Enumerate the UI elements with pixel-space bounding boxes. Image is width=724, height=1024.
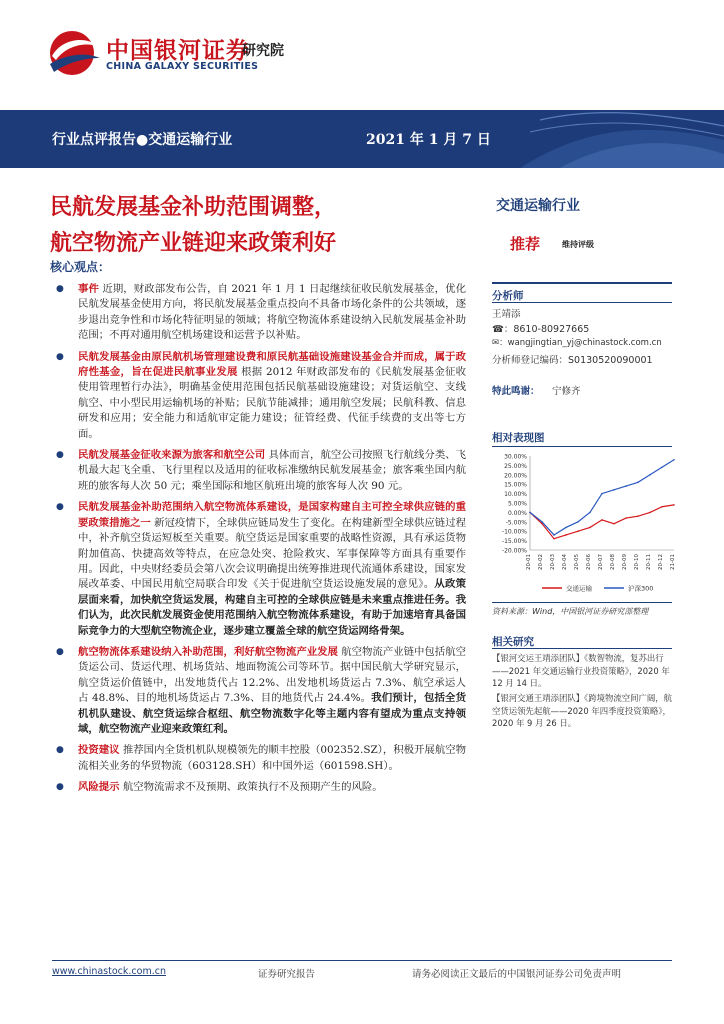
- analyst-license: 分析师登记编码：S0130520090001: [492, 355, 653, 366]
- bullet-lead: 风险提示: [78, 781, 120, 794]
- data-point: [541, 521, 543, 523]
- x-tick-label: 20-01: [526, 554, 532, 570]
- data-point: [589, 512, 591, 514]
- y-tick-label: 10.00%: [504, 491, 527, 499]
- bullet-item: [56, 743, 466, 774]
- x-tick-label: 20-08: [610, 554, 616, 570]
- x-tick-label: 20-03: [550, 554, 556, 570]
- x-tick-label: 20-11: [646, 554, 652, 570]
- data-point: [553, 534, 555, 536]
- rating-note: 维持评级: [562, 239, 594, 249]
- phone-row: [492, 321, 589, 335]
- data-point: [601, 519, 603, 521]
- header-bar: [0, 110, 724, 168]
- y-tick-label: -15.00%: [501, 538, 527, 546]
- related-item[interactable]: 【银河交运王靖添团队】《数智物流，复苏出行——2021 年交通运输行业投资策略》，2020 年 12 月 14 日。: [492, 653, 670, 688]
- data-point: [613, 523, 615, 525]
- bullet-dot-icon: ●: [56, 745, 64, 756]
- bullet-item: [56, 350, 466, 442]
- data-point: [673, 459, 675, 461]
- bullet-lead: 事件: [78, 283, 99, 295]
- bullet-text: 航空物流产业链中包括航空货运公司、货运代理、机场货站、地面物流公司等环节。据中国民航大学研究显示，航空货运价值链中，出发地货代占 12.2%、出发地机场货运占 7.3%、航空承运人占 48.8%、目的地机场货运占 7.3%、目的地货代占 24.4%。: [78, 645, 466, 705]
- data-point: [637, 515, 639, 517]
- data-point: [565, 527, 567, 529]
- x-tick-label: 20-04: [562, 554, 568, 570]
- analyst-phone: 8610-80927665: [513, 324, 590, 335]
- bullet-lead: 民航发展基金由原民航机场管理建设费和原民航基础设施建设基金合并而成，属于政府性基金，旨在促进民航事业发展: [78, 350, 466, 379]
- phone-icon: ☎：: [492, 324, 514, 335]
- bullet-item: [56, 780, 466, 795]
- bullet-lead: 民航发展基金征收来源为旅客和航空公司: [78, 449, 266, 462]
- bullet-dot-icon: ●: [56, 502, 64, 513]
- sidebar-industry: 交通运输行业: [496, 198, 580, 214]
- series-line: [530, 505, 674, 539]
- y-tick-label: 25.00%: [504, 462, 527, 470]
- y-tick-label: 5.00%: [507, 500, 527, 508]
- analyst-name: 王靖添: [492, 309, 521, 320]
- related-item[interactable]: 【银河交通王靖添团队】《跨境物流空间广阔，航空货运领先起航——2020 年四季度投资策略》，2020 年 9 月 26 日。: [492, 693, 673, 728]
- data-point: [553, 538, 555, 540]
- footer-divider: [52, 960, 672, 961]
- data-point: [625, 517, 627, 519]
- x-tick-label: 20-09: [622, 554, 628, 570]
- bullet-text: 推荐国内全货机机队规模领先的顺丰控股（002352.SZ），积极开展航空物流相关业务的华贸物流（603128.SH）和中国外运（601598.SH）。: [78, 744, 467, 772]
- brand-name-en: CHINA GALAXY SECURITIES: [106, 61, 259, 72]
- data-point: [613, 489, 615, 491]
- bullet-text: 新冠疫情下，全球供应链局发生了变化。在构建新型全球供应链过程中，补齐航空货运短板至关重要。航空货运是国家重要的战略性资源，具有承运货物附加值高、快捷高效等特点，在应急处突、抢险救灾、军事保障等方面具有重要作用。因此，中央财经委员会第八次会议明确提出统筹推进现代流通体系建设，国家发展改革委、中国民用航空局联合印发《关于促进航空货运设施发展的意见》。: [78, 516, 466, 591]
- chart-source: 资料来源：Wind，中国银河证券研究部整理: [492, 607, 649, 616]
- data-point: [661, 466, 663, 468]
- thanks-label: 特此鸣谢：: [492, 386, 540, 397]
- divider: [492, 302, 672, 303]
- bullet-item: [56, 282, 466, 344]
- footer-disclaimer: 请务必阅读正文最后的中国银河证券公司免责声明: [412, 969, 622, 980]
- bullet-lead: 投资建议: [78, 744, 120, 757]
- brand-name-cn: 中国银河证券: [106, 38, 250, 64]
- data-point: [529, 512, 531, 514]
- bullet-text: 航空物流需求不及预期、政策执行不及预期产生的风险。: [119, 781, 383, 794]
- data-point: [577, 521, 579, 523]
- report-date: 2021 年 1 月 7 日: [366, 132, 491, 148]
- bullet-dot-icon: ●: [56, 782, 64, 793]
- legend-label: 交通运输: [566, 584, 592, 593]
- data-point: [661, 506, 663, 508]
- galaxy-logo-icon: [42, 28, 102, 78]
- relative-performance-chart: [490, 452, 680, 600]
- report-type-label: 行业点评报告●交通运输行业: [52, 132, 233, 148]
- y-tick-label: -10.00%: [501, 528, 527, 536]
- bullet-dot-icon: ●: [56, 284, 64, 294]
- wave-decoration-icon: [520, 110, 724, 168]
- page-title-line2: 航空物流产业链迎来政策利好: [50, 230, 337, 256]
- divider: [492, 282, 672, 284]
- bullet-text: 根据 2012 年财政部发布的《民航发展基金征收使用管理暂行办法》，明确基金使用范围包括民航基础设施建设；对货运航空、支线航空、中小型民用运输机场的补贴；民航节能减排；通用航空发展；民航科教、信息研发和应用；安全能力和适航审定能力建设；征管经费、代征手续费的支出等七方面。: [78, 366, 466, 440]
- thanks-name: 宁修齐: [552, 386, 581, 397]
- bullet-lead: 航空物流体系建设纳入补助范围，利好航空物流产业发展: [78, 645, 338, 658]
- x-tick-label: 20-10: [634, 554, 640, 570]
- data-point: [565, 534, 567, 536]
- bullet-item: [56, 448, 466, 494]
- x-tick-label: 20-12: [658, 554, 664, 570]
- divider: [492, 446, 672, 447]
- chart-heading: 相对表现图: [492, 432, 545, 444]
- divider: [492, 648, 672, 649]
- legend-label: 沪深300: [628, 584, 654, 593]
- data-point: [673, 504, 675, 506]
- bullet-bold: 从政策层面来看，加快航空货运发展，构建自主可控的全球供应链是未来重点推进任务。我们认为，此次民航发展资金使用范围纳入航空物流体系建设，有助于加速培育具备国际竞争力的大型航空物流企业，逐步建立覆盖全球的航空货运网络骨架。: [78, 578, 467, 637]
- bullet-dot-icon: ●: [56, 351, 64, 362]
- bullet-bold: 我们预计，包括全货机机队建设、航空货运综合枢纽、航空物流数字化等主题内容有望成为重点支持领域，航空物流产业迎来政策红利。: [78, 692, 466, 735]
- bullet-item: [56, 500, 466, 639]
- main-content: [56, 282, 466, 802]
- bullet-item: [56, 645, 466, 737]
- analyst-email[interactable]: wangjingtian_yj@chinastock.com.cn: [507, 338, 662, 348]
- core-views-label: 核心观点：: [50, 260, 111, 274]
- brand-institute: 研究院: [242, 43, 284, 59]
- bullet-dot-icon: ●: [56, 646, 64, 657]
- x-tick-label: 20-06: [586, 554, 592, 570]
- related-heading: 相关研究: [492, 636, 534, 648]
- y-tick-label: -20.00%: [501, 547, 527, 555]
- data-point: [625, 485, 627, 487]
- y-tick-label: 20.00%: [504, 472, 527, 480]
- divider: [492, 602, 672, 603]
- bullet-text: 具体而言，航空公司按照飞行航线分类、飞机最大起飞全重、飞行里程以及适用的征收标准缴纳民航发展基金；旅客乘坐国内航班的旅客每人次 50 元；乘坐国际和地区航班出境的旅客每人次 90 元。: [78, 449, 466, 492]
- bullet-text: 近期，财政部发布公告，自 2021 年 1 月 1 日起继续征收民航发展基金，优化民航发展基金使用方向，将民航发展基金重点投向不具备市场化条件的公共领域，逐步退出竞争性和市场化特征明显的领域；将航空物流体系建设纳入民航发展基金补助范围；不再对通用航空机场建设和运营予以补贴。: [78, 283, 466, 342]
- x-tick-label: 20-02: [538, 554, 544, 570]
- data-point: [649, 474, 651, 476]
- email-icon: ✉：: [492, 338, 508, 348]
- footer-url-link[interactable]: www.chinastock.com.cn: [52, 966, 166, 977]
- y-tick-label: 0.00%: [507, 509, 527, 517]
- data-point: [649, 512, 651, 514]
- data-point: [637, 482, 639, 484]
- x-tick-label: 20-07: [598, 554, 604, 570]
- y-tick-label: 30.00%: [504, 453, 527, 461]
- page-title-line1: 民航发展基金补助范围调整，: [50, 194, 337, 220]
- bullet-lead: 民航发展基金补助范围纳入航空物流体系建设，是国家构建自主可控全球供应链的重要政策措施之一: [78, 501, 466, 529]
- footer-report-type: 证券研究报告: [258, 969, 316, 980]
- rating-value: 推荐: [510, 235, 541, 253]
- y-tick-label: -5.00%: [505, 519, 527, 527]
- data-point: [589, 527, 591, 529]
- x-tick-label: 21-01: [670, 554, 676, 570]
- series-line: [530, 460, 674, 535]
- x-tick-label: 20-05: [574, 554, 580, 570]
- bullet-dot-icon: ●: [56, 450, 64, 461]
- data-point: [577, 530, 579, 532]
- analyst-heading: 分析师: [492, 290, 524, 302]
- email-row[interactable]: [492, 336, 662, 348]
- y-tick-label: 15.00%: [504, 481, 527, 489]
- data-point: [601, 493, 603, 495]
